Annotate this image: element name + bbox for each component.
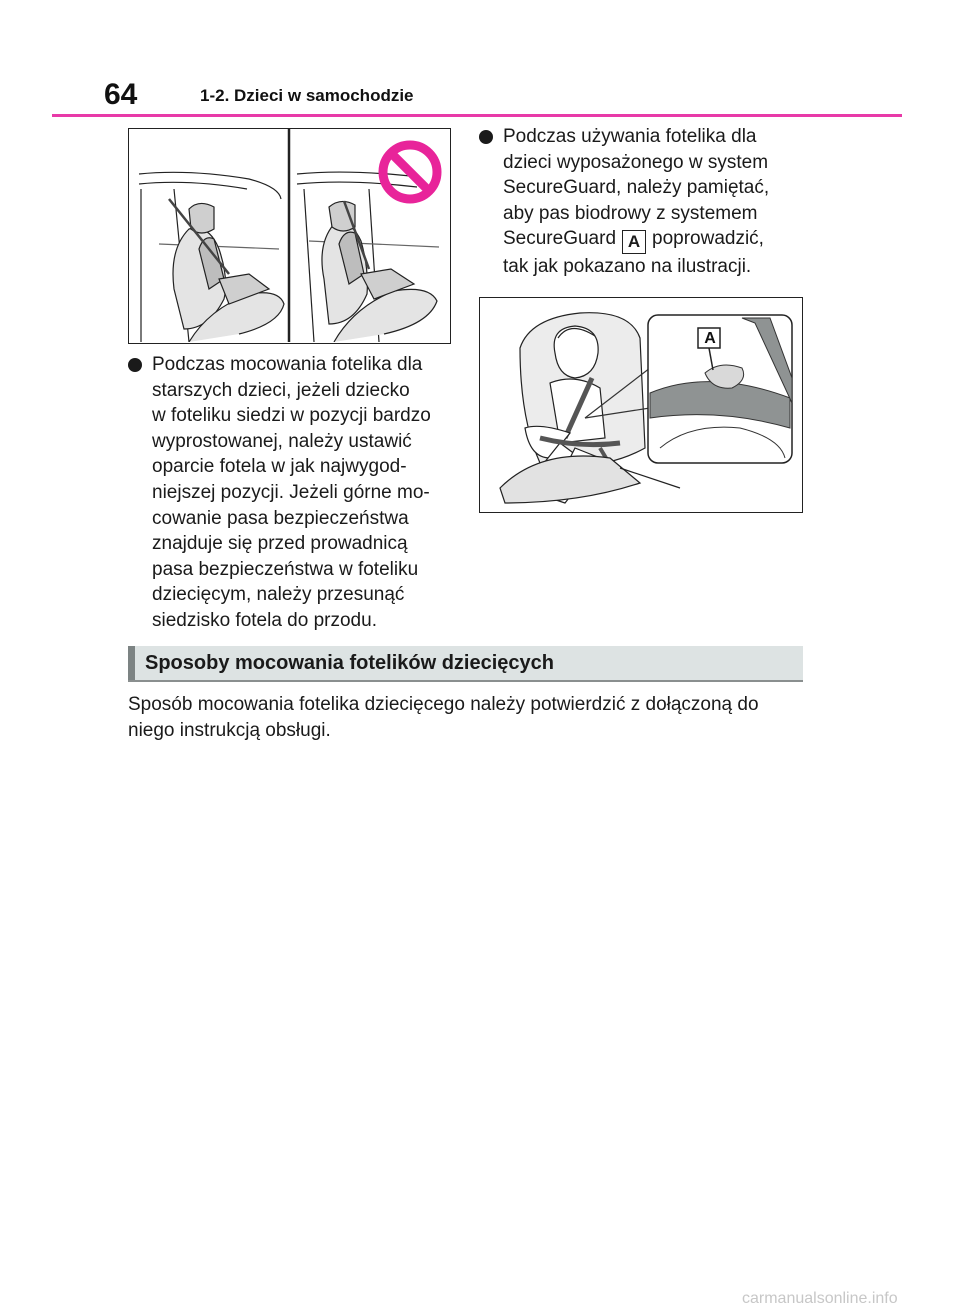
text-fragment: SecureGuard [503, 228, 617, 250]
text-line: oparcie fotela w jak najwygod- [152, 456, 407, 478]
text-line: siedzisko fotela do przodu. [152, 609, 377, 631]
text-line: w foteliku siedzi w pozycji bardzo [152, 405, 431, 427]
no-entry-icon [383, 145, 437, 199]
callout-a-label: A [704, 330, 716, 347]
text-line: dzieci wyposażonego w system [503, 151, 769, 173]
watermark: carmanualsonline.info [742, 1290, 898, 1307]
text-line: Podczas używania fotelika dla [503, 126, 757, 147]
figure-secureguard [479, 297, 803, 513]
text-line: Sposób mocowania fotelika dziecięcego należy potwierdzić z dołączoną do [128, 694, 759, 715]
subheading-bar [128, 646, 135, 680]
secureguard-illustration [480, 298, 801, 511]
bullet-seat-position [152, 352, 452, 634]
text-line: wyprostowanej, należy ustawić [152, 430, 412, 452]
figure-seat-position [128, 128, 451, 344]
text-line: starszych dzieci, jeżeli dziecko [152, 379, 410, 401]
header-rule [52, 114, 902, 117]
text-line: dziecięcym, należy przesunąć [152, 584, 405, 606]
text-line: pasa bezpieczeństwa w foteliku [152, 558, 419, 580]
text-line: Podczas mocowania fotelika dla [152, 354, 423, 375]
page-header [0, 0, 960, 120]
text-line: znajduje się przed prowadnicą [152, 533, 408, 555]
seat-illustration [129, 129, 449, 342]
text-line: aby pas biodrowy z systemem [503, 202, 758, 224]
body-paragraph [128, 692, 808, 744]
page-number: 64 [104, 78, 138, 111]
text-line-with-callout [503, 226, 803, 254]
subheading-text: Sposoby mocowania fotelików dziecięcych [145, 652, 554, 674]
subheading [128, 646, 803, 682]
text-line: niejszej pozycji. Jeżeli górne mo- [152, 481, 430, 503]
callout-a-inline: A [622, 230, 646, 254]
bullet-secureguard [503, 124, 803, 280]
bullet-dot [479, 130, 493, 144]
text-fragment: poprowadzić, [652, 228, 764, 250]
text-line: SecureGuard, należy pamiętać, [503, 177, 770, 199]
bullet-dot [128, 358, 142, 372]
section-title: 1-2. Dzieci w samochodzie [200, 86, 414, 105]
text-line: cowanie pasa bezpieczeństwa [152, 507, 409, 529]
text-line: niego instrukcją obsługi. [128, 720, 331, 741]
text-line: tak jak pokazano na ilustracji. [503, 256, 752, 278]
